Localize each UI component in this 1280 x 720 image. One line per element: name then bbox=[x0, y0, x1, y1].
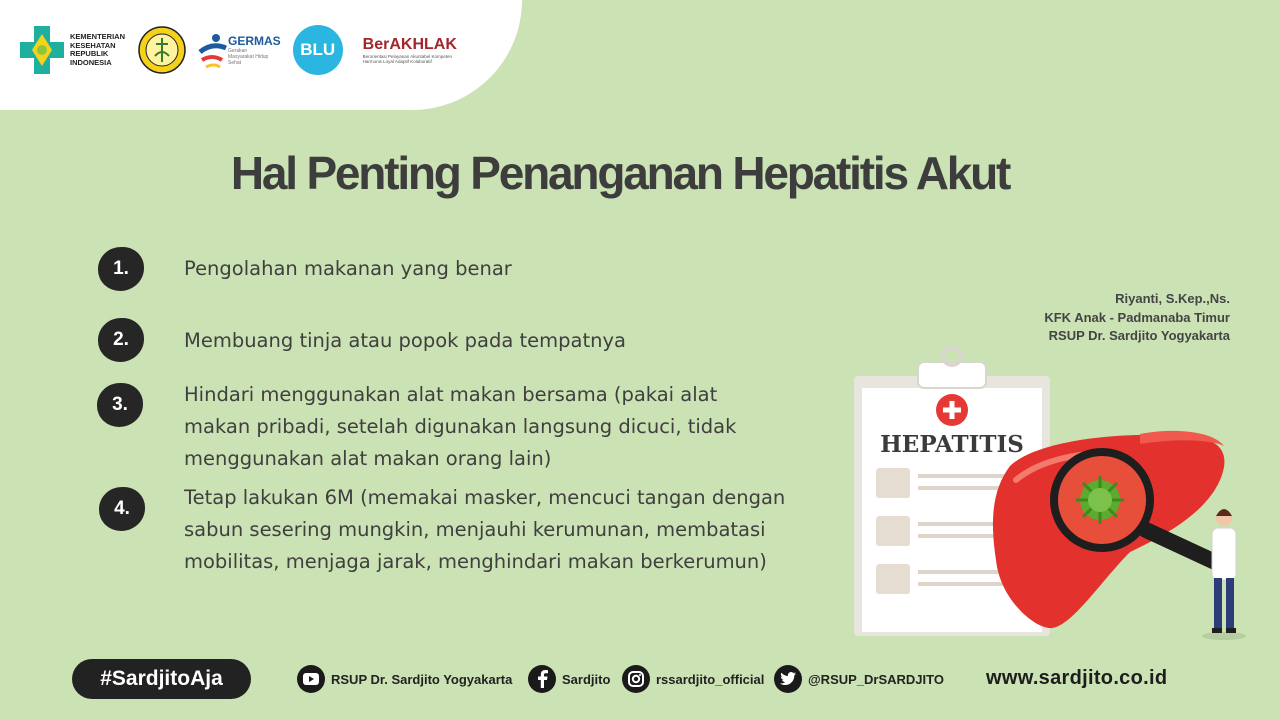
germas-title: GERMAS bbox=[228, 34, 281, 48]
germas-subtitle: Gerakan Masyarakat Hidup Sehat bbox=[228, 48, 269, 66]
author-name: Riyanti, S.Kep.,Ns. bbox=[1115, 291, 1230, 306]
list-item-line: Tetap lakukan 6M (memakai masker, mencuci tangan dengan bbox=[184, 486, 786, 509]
virus-icon bbox=[1076, 476, 1124, 524]
germas-icon bbox=[196, 30, 228, 70]
list-item-text bbox=[184, 379, 736, 475]
twitter-icon bbox=[774, 665, 802, 693]
hepatitis-illustration bbox=[840, 340, 1260, 640]
page-title: Hal Penting Penanganan Hepatitis Akut bbox=[230, 147, 1010, 199]
germas-logo bbox=[196, 30, 281, 70]
list-item-line: Hindari menggunakan alat makan bersama (pakai alat bbox=[184, 383, 718, 406]
berakhlak-subtitle: Berorientasi Pelayanan Akuntabel Kompeten Harmonis Loyal Adaptif Kolaboratif bbox=[362, 53, 452, 64]
facebook-icon bbox=[528, 665, 556, 693]
instagram-icon bbox=[622, 665, 650, 693]
logo-header bbox=[0, 0, 522, 110]
list-item-line: Pengolahan makanan yang benar bbox=[184, 257, 512, 280]
berakhlak-title: BerAKHLAK bbox=[362, 35, 457, 53]
list-item-text bbox=[184, 325, 626, 357]
list-item-line: Membuang tinja atau popok pada tempatnya bbox=[184, 329, 626, 352]
kemenkes-logo bbox=[18, 24, 130, 76]
author-credit bbox=[1044, 290, 1230, 346]
number-badge: 1. bbox=[98, 247, 144, 291]
clipboard-label: HEPATITIS bbox=[880, 431, 1024, 458]
berakhlak-logo bbox=[363, 36, 463, 65]
instagram-label: rssardjito_official bbox=[656, 671, 765, 687]
youtube-link[interactable] bbox=[297, 665, 512, 693]
list-item-line: menggunakan alat makan orang lain) bbox=[184, 447, 552, 470]
instagram-link[interactable] bbox=[622, 665, 764, 693]
doctor-icon bbox=[1202, 509, 1246, 640]
number-badge: 2. bbox=[98, 318, 144, 362]
hospital-seal-icon bbox=[138, 26, 186, 74]
number-badge: 3. bbox=[97, 383, 143, 427]
list-item-line: makan pribadi, setelah digunakan langsung dicuci, tidak bbox=[184, 415, 737, 438]
kemenkes-text: KEMENTERIAN KESEHATAN REPUBLIK INDONESIA bbox=[70, 32, 126, 67]
author-hospital: RSUP Dr. Sardjito Yogyakarta bbox=[1048, 328, 1230, 343]
list-item-line: mobilitas, menjaga jarak, menghindari makan berkerumun) bbox=[184, 550, 767, 573]
author-unit: KFK Anak - Padmanaba Timur bbox=[1044, 309, 1230, 325]
list-item-text bbox=[184, 253, 512, 285]
list-item-line: sabun sesering mungkin, menjauhi kerumunan, membatasi bbox=[184, 518, 766, 541]
twitter-label: @RSUP_DrSARDJITO bbox=[808, 671, 944, 687]
list-item-text bbox=[184, 482, 785, 578]
youtube-label: RSUP Dr. Sardjito Yogyakarta bbox=[331, 671, 513, 687]
twitter-link[interactable] bbox=[774, 665, 944, 693]
facebook-link[interactable] bbox=[528, 665, 610, 693]
youtube-icon bbox=[297, 665, 325, 693]
facebook-label: Sardjito bbox=[562, 671, 611, 687]
hashtag-badge: #SardjitoAja bbox=[72, 659, 251, 699]
blu-logo: BLU bbox=[293, 25, 343, 75]
kemenkes-icon bbox=[18, 24, 66, 76]
website-link[interactable]: www.sardjito.co.id bbox=[986, 667, 1168, 689]
number-badge: 4. bbox=[99, 487, 145, 531]
